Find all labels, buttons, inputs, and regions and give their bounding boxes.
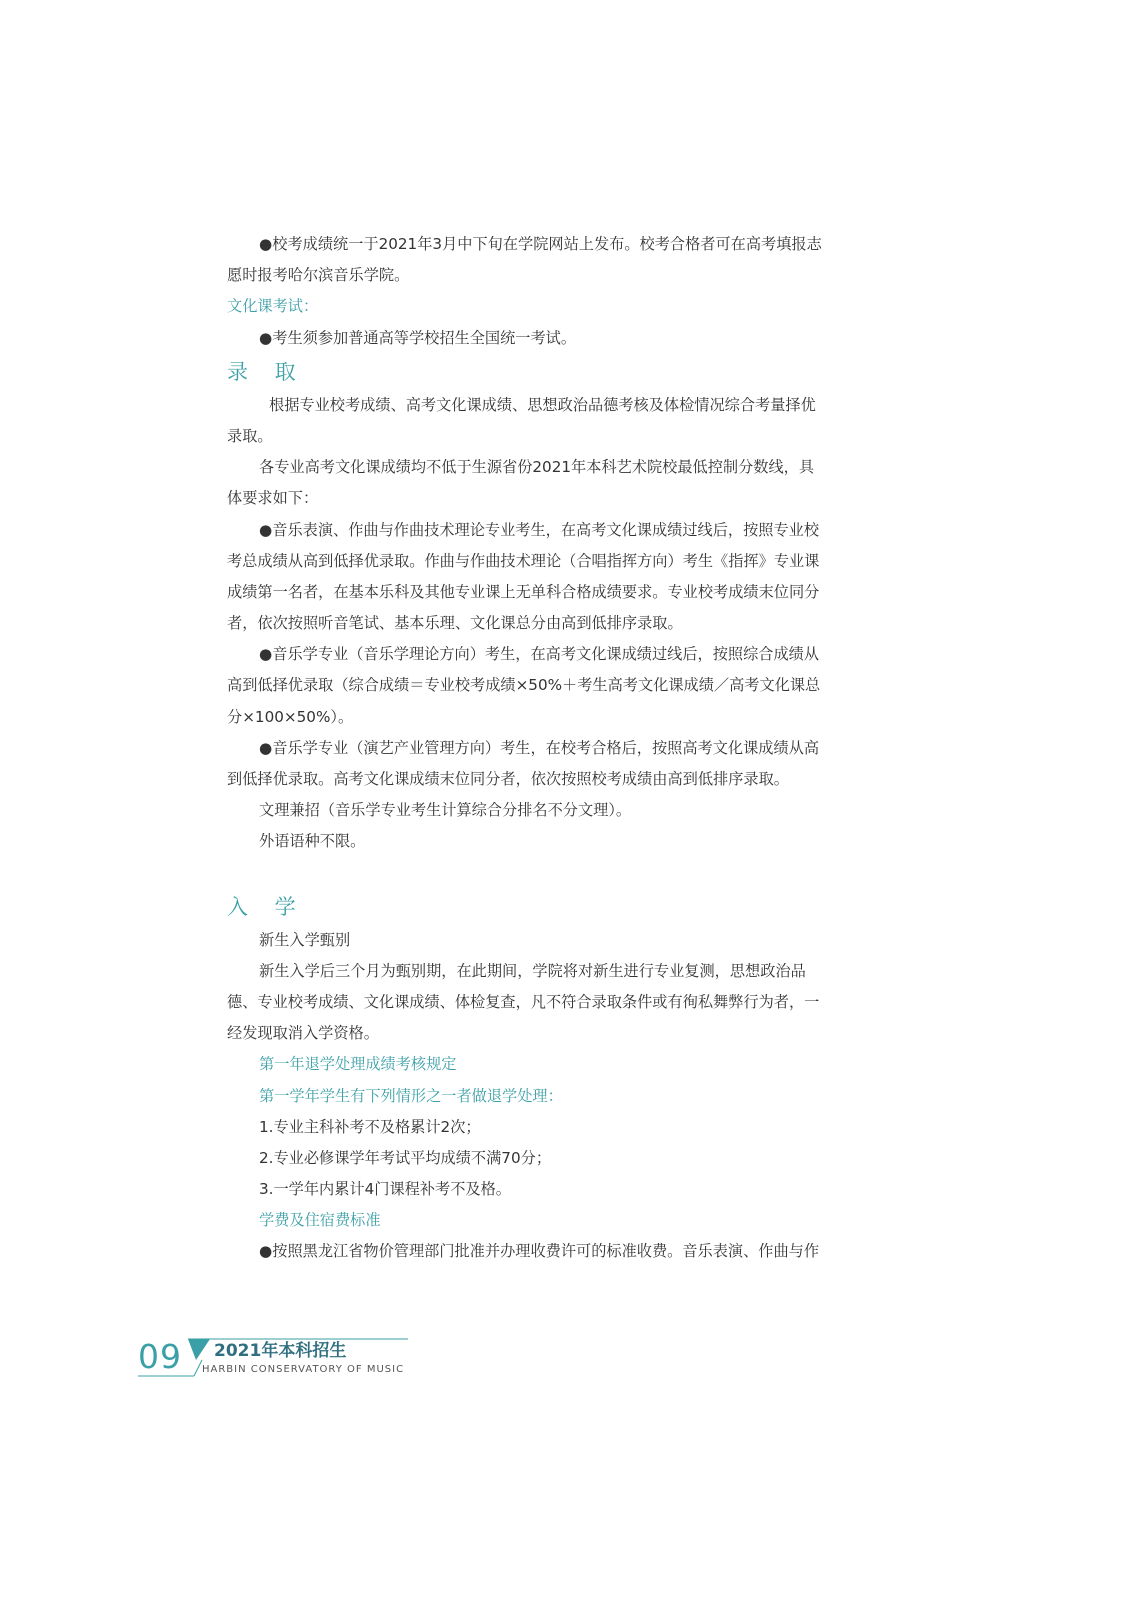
subheading-tuition-fees: 学费及住宿费标准 (259, 1211, 381, 1230)
section-heading-enrollment: 入 学 (227, 894, 306, 919)
section-spacer (227, 858, 895, 889)
bullet-national-exam: ●考生须参加普通高等学校招生全国统一考试。 (259, 328, 577, 347)
bullet-musicology-theory: ●音乐学专业（音乐学理论方向）考生，在高考文化课成绩过线后，按照综合成绩从 (259, 645, 820, 664)
dropout-rule-item: 2.专业必修课学年考试平均成绩不满70分； (259, 1148, 552, 1167)
enrollment-screening-paragraph-cont: 经发现取消入学资格。 (227, 1024, 379, 1043)
subheading-dropout-conditions: 第一学年学生有下列情形之一者做退学处理： (259, 1086, 563, 1105)
dropout-rule-item: 1.专业主科补考不及格累计2次； (259, 1117, 481, 1136)
bullet-score-release: ●校考成绩统一于2021年3月中下旬在学院网站上发布。校考合格者可在高考填报志 (259, 235, 822, 253)
language-note: 外语语种不限。 (259, 832, 366, 851)
score-line-paragraph: 各专业高考文化课成绩均不低于生源省份2021年本科艺术院校最低控制分数线，具 (259, 458, 815, 477)
bullet-arts-management: ●音乐学专业（演艺产业管理方向）考生，在校考合格后，按照高考文化课成绩从高 (259, 738, 820, 757)
bullet-score-release-cont: 愿时报考哈尔滨音乐学院。 (227, 266, 410, 285)
bullet-performance-composition-cont: 者，依次按照听音笔试、基本乐理、文化课总分由高到低排序录取。 (227, 614, 683, 633)
bullet-performance-composition: ●音乐表演、作曲与作曲技术理论专业考生，在高考文化课成绩过线后，按照专业校 (259, 520, 820, 539)
arts-science-note: 文理兼招（音乐学专业考生计算综合分排名不分文理）。 (259, 801, 632, 820)
bullet-performance-composition-cont: 考总成绩从高到低择优录取。作曲与作曲技术理论（合唱指挥方向）考生《指挥》专业课 (227, 551, 820, 570)
enrollment-screening-paragraph-cont: 德、专业校考成绩、文化课成绩、体检复查，凡不符合录取条件或有徇私舞弊行为者，一 (227, 992, 820, 1011)
bullet-musicology-theory-cont: 分×100×50%）。 (227, 707, 354, 726)
page-number: 09 (138, 1337, 182, 1376)
bullet-performance-composition-cont: 成绩第一名者，在基本乐科及其他专业课上无单科合格成绩要求。专业校考成绩末位同分 (227, 582, 820, 601)
subheading-culture-exam: 文化课考试： (227, 297, 319, 316)
document-body (227, 229, 895, 1268)
bullet-tuition-standard: ●按照黑龙江省物价管理部门批准并办理收费许可的标准收费。音乐表演、作曲与作 (259, 1242, 820, 1261)
admission-paragraph: 根据专业校考成绩、高考文化课成绩、思想政治品德考核及体检情况综合考量择优 (269, 395, 816, 414)
page-footer (138, 1338, 418, 1380)
enrollment-screening-paragraph: 新生入学后三个月为甄别期，在此期间，学院将对新生进行专业复测，思想政治品 (259, 961, 806, 980)
subheading-dropout-rules: 第一年退学处理成绩考核规定 (259, 1055, 457, 1074)
admission-paragraph-cont: 录取。 (227, 426, 273, 445)
dropout-rule-item: 3.一学年内累计4门课程补考不及格。 (259, 1180, 511, 1199)
section-heading-admission: 录 取 (227, 359, 306, 384)
bullet-arts-management-cont: 到低择优录取。高考文化课成绩末位同分者，依次按照校考成绩由高到低排序录取。 (227, 770, 789, 788)
footer-subtitle: HARBIN CONSERVATORY OF MUSIC (202, 1364, 405, 1375)
bullet-musicology-theory-cont: 高到低择优录取（综合成绩＝专业校考成绩×50%＋考生高考文化课成绩／高考文化课总 (227, 676, 821, 695)
enrollment-screening-title: 新生入学甄别 (259, 930, 351, 949)
score-line-paragraph-cont: 体要求如下： (227, 489, 319, 508)
footer-title: 2021年本科招生 (214, 1341, 347, 1361)
